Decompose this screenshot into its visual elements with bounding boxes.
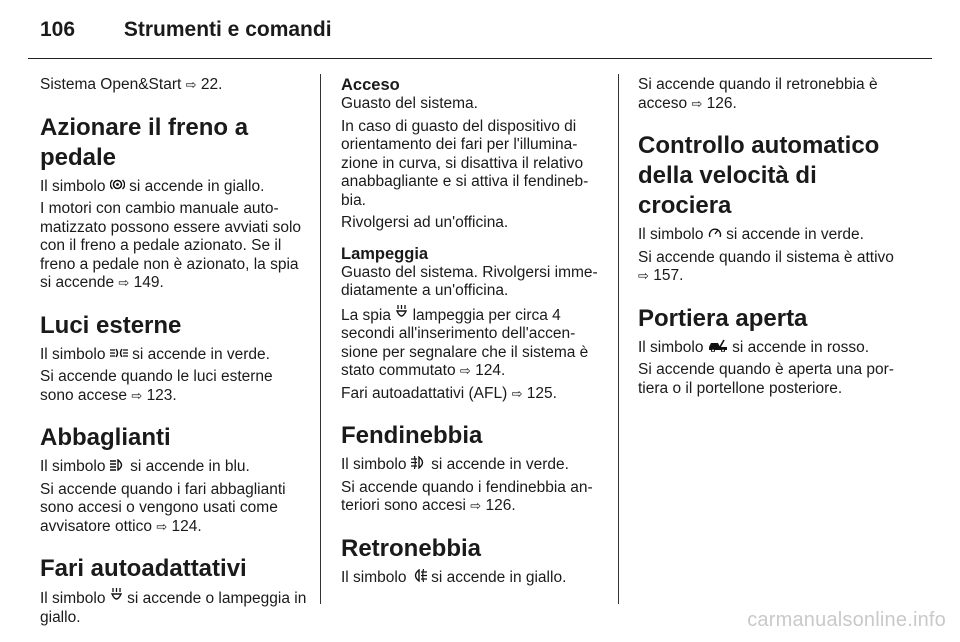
column-2 <box>341 76 609 591</box>
ref-arrow-icon: ⇨ <box>638 268 649 283</box>
exterior-lights-icon <box>110 345 128 364</box>
paragraph: Il simbolo si accende o lampeggia in giallo. <box>40 590 307 626</box>
intro-paragraph: Sistema Open&Start ⇨ 22. <box>40 76 223 93</box>
rear-fog-icon <box>411 568 427 587</box>
brake-warning-icon <box>110 177 125 196</box>
section-title-exterior: Luci esterne <box>40 311 182 339</box>
page-number: 106 <box>40 18 76 41</box>
section-title-fog: Fendinebbia <box>341 422 483 449</box>
section-title-door: Portiera aperta <box>638 304 808 332</box>
paragraph: Fari autoadattativi (AFL) ⇨ 125. <box>341 384 557 402</box>
paragraph: Il simbolo si accende in giallo. <box>40 177 265 195</box>
paragraph: Guasto del sistema. Rivolgersi imme- diatamente a un'officina. <box>341 263 598 299</box>
paragraph: La spia lampeggia per circa 4 secondi all'inserimento dell'accen- sione per segnalare che il sistema è stato commutato ⇨ 124. <box>341 306 589 379</box>
paragraph: Il simbolo si accende in verde. <box>341 456 569 473</box>
high-beam-icon <box>110 457 126 476</box>
paragraph: Si accende quando è aperta una por- tiera o il portellone posteriore. <box>638 361 894 397</box>
paragraph: Rivolgersi ad un'officina. <box>341 214 509 231</box>
paragraph: Il simbolo si accende in verde. <box>40 345 270 363</box>
ref-arrow-icon: ⇨ <box>691 95 703 111</box>
adaptive-headlight-icon <box>110 588 123 608</box>
ref-arrow-icon: ⇨ <box>459 363 471 378</box>
section-title-rear-fog: Retronebbia <box>341 534 482 562</box>
section-title-afl: Fari autoadattativi <box>40 555 247 582</box>
door-open-icon <box>708 338 728 357</box>
paragraph: Guasto del sistema. <box>341 95 478 112</box>
cruise-control-icon <box>708 225 722 244</box>
page-header <box>40 18 332 42</box>
paragraph: Si accende quando i fari abbaglianti sono accesi o vengono usati come avvisatore ottico ⇨ 124. <box>40 480 286 535</box>
ref-arrow-icon: ⇨ <box>511 385 523 401</box>
paragraph: Si accende quando i fendinebbia an- teriori sono accesi ⇨ 126. <box>341 478 593 514</box>
subsection-title-blink: Lampeggia <box>341 244 429 263</box>
paragraph: Si accende quando il sistema è attivo ⇨ 157. <box>638 248 894 284</box>
paragraph: Il simbolo si accende in blu. <box>40 458 250 475</box>
ref-arrow-icon: ⇨ <box>185 77 197 92</box>
section-title-brake: Azionare il freno a pedale <box>40 113 249 171</box>
page-title: Strumenti e comandi <box>123 18 332 41</box>
ref-arrow-icon: ⇨ <box>118 275 130 290</box>
subsection-title-on: Acceso <box>341 76 400 94</box>
ref-arrow-icon: ⇨ <box>156 518 168 534</box>
header-rule <box>28 58 932 59</box>
column-divider <box>618 74 619 604</box>
front-fog-icon <box>411 455 427 474</box>
section-title-cruise: Controllo automatico della velocità di crociera <box>638 132 880 219</box>
ref-arrow-icon: ⇨ <box>470 498 482 513</box>
column-3 <box>638 76 906 402</box>
paragraph: Il simbolo si accende in giallo. <box>341 568 567 586</box>
ref-arrow-icon: ⇨ <box>131 387 143 403</box>
paragraph: Il simbolo si accende in verde. <box>638 226 864 243</box>
column-divider <box>320 74 321 604</box>
watermark: carmanualsonline.info <box>747 609 946 631</box>
paragraph: Si accende quando il retronebbia è acceso ⇨ 126. <box>638 76 878 112</box>
paragraph: I motori con cambio manuale auto- matizzato possono essere avviati solo con il freno a pedale azionato. Se il freno a pedale non è azionato, la spia si accende ⇨ 149. <box>40 200 302 291</box>
column-1 <box>40 76 308 631</box>
paragraph: Si accende quando le luci esterne sono accese ⇨ 123. <box>40 368 273 404</box>
paragraph: In caso di guasto del dispositivo di orientamento dei fari per l'illumina- zione in curva, si disattiva il relativo anabbagliante e si attiva il fendineb- bia. <box>341 117 589 209</box>
paragraph: Il simbolo si accende in rosso. <box>638 338 870 356</box>
section-title-high-beam: Abbaglianti <box>40 424 171 451</box>
adaptive-headlight-icon <box>395 305 408 325</box>
